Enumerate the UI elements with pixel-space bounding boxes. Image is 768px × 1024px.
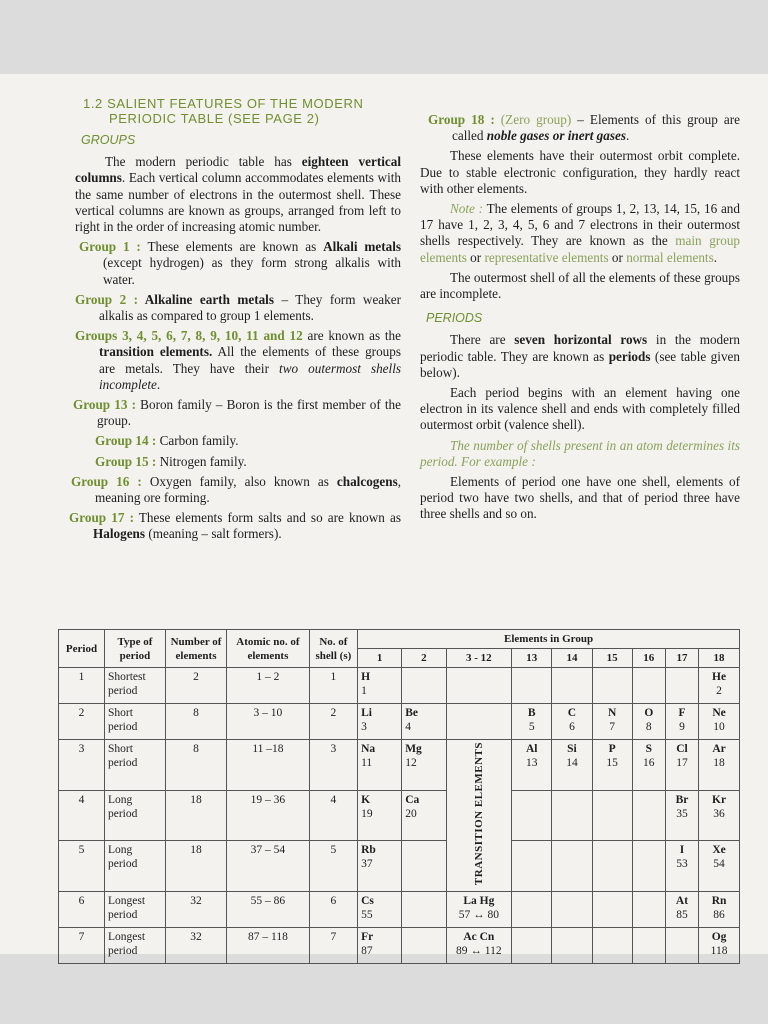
cell-group-14 xyxy=(552,740,592,791)
atomic-number: 85 xyxy=(676,909,688,922)
cell-shells: 7 xyxy=(309,928,357,964)
cell-group-13 xyxy=(512,928,552,964)
shells-paragraph: Elements of period one have one shell, elements of period two have two shells, and that of period three have three shells and so on. xyxy=(420,474,740,522)
cell-group-16 xyxy=(632,740,665,791)
atomic-number: 86 xyxy=(713,909,725,922)
cell-group-16 xyxy=(632,790,665,841)
th-number: Number of elements xyxy=(165,630,226,668)
group2-label: Group 2 : xyxy=(75,291,139,307)
th-type: Type of period xyxy=(104,630,165,668)
cell-number: 18 xyxy=(165,841,226,892)
group13-label: Group 13 : xyxy=(73,397,137,413)
cell-group-15 xyxy=(592,704,632,740)
element-symbol: K xyxy=(361,793,371,806)
text-run: or xyxy=(608,249,627,265)
cell-group-18 xyxy=(699,892,740,928)
cell-shells: 5 xyxy=(309,841,357,892)
incomplete-paragraph: The outermost shell of all the elements of these groups are incomplete. xyxy=(420,269,740,302)
cell-atomic: 55 – 86 xyxy=(227,892,310,928)
cell-group-13 xyxy=(512,841,552,892)
cell-number: 32 xyxy=(165,892,226,928)
cell-group-18 xyxy=(699,790,740,841)
atomic-number: 55 xyxy=(361,909,373,922)
atomic-number: 19 xyxy=(361,807,373,820)
group16-label: Group 16 : xyxy=(71,473,142,489)
group14-paragraph xyxy=(75,433,401,449)
atomic-number: 14 xyxy=(566,757,578,769)
cell-group-17 xyxy=(665,892,698,928)
cell-group-312 xyxy=(446,668,512,704)
text-run: transition elements. xyxy=(99,344,213,360)
periods-table xyxy=(58,629,740,964)
text-run: noble gases or inert gases xyxy=(486,128,626,144)
text-run: These elements are known as xyxy=(140,239,324,255)
cell-group-15 xyxy=(592,790,632,841)
text-run: (meaning – salt formers). xyxy=(145,526,282,542)
atomic-number: 12 xyxy=(405,757,417,769)
text-run: in the modern periodic table. They are known as xyxy=(420,332,740,364)
element-symbol: Be xyxy=(405,707,418,719)
cell-group-312 xyxy=(446,892,512,928)
element-symbol: N xyxy=(607,707,617,719)
group15-label: Group 15 : xyxy=(95,453,157,469)
shells-example-paragraph: The number of shells present in an atom determines its period. For example : xyxy=(420,437,740,469)
cell-group-13 xyxy=(512,704,552,740)
atomic-number: 57 ↔ 80 xyxy=(458,909,499,922)
th-elements-in-group: Elements in Group xyxy=(358,630,740,649)
cell-group-18 xyxy=(699,704,740,740)
noble-gases-paragraph: These elements have their outermost orbit complete. Due to stable electronic configuration, they hardly react with other elements. xyxy=(420,148,740,196)
cell-type: Long period xyxy=(104,790,165,841)
text-run: periods xyxy=(608,348,651,364)
cell-shells: 1 xyxy=(309,668,357,704)
text-run: Boron family – Boron is the first member of the group. xyxy=(97,397,401,429)
cell-number: 8 xyxy=(165,740,226,791)
element-symbol: Rn xyxy=(711,895,727,908)
element-symbol: O xyxy=(644,707,654,719)
cell-group-17 xyxy=(665,740,698,791)
atomic-number: 87 xyxy=(361,945,373,958)
cell-shells: 4 xyxy=(309,790,357,841)
atomic-number: 6 xyxy=(569,721,575,733)
group18-paragraph xyxy=(420,112,740,144)
text-run: Nitrogen family. xyxy=(156,453,247,469)
element-symbol: At xyxy=(675,895,689,908)
cell-period: 2 xyxy=(59,704,105,740)
valence-paragraph: Each period begins with an element having one electron in its valence shell and ends with completely filled outermost orbit (valence shell). xyxy=(420,385,740,433)
cell-group-13 xyxy=(512,668,552,704)
cell-period: 3 xyxy=(59,740,105,791)
cell-group-17 xyxy=(665,790,698,841)
text-run: The elements of groups 1, 2, 13, 14, 15, 16 and 17 have 1, 2, 3, 4, 5, 6 and 7 electrons in their outermost shells respectively. They are known as the xyxy=(420,201,740,249)
cell-group-2 xyxy=(402,790,446,841)
cell-group-13 xyxy=(512,740,552,791)
atomic-number: 3 xyxy=(361,721,367,733)
cell-group-13 xyxy=(512,892,552,928)
cell-number: 32 xyxy=(165,928,226,964)
cell-group-14 xyxy=(552,704,592,740)
text-run: representative elements xyxy=(484,249,609,265)
atomic-number: 5 xyxy=(528,721,535,733)
text-run: seven horizontal rows xyxy=(514,332,648,348)
element-symbol: Fr xyxy=(361,931,374,944)
cell-shells: 2 xyxy=(309,704,357,740)
element-symbol: B xyxy=(527,707,536,719)
element-symbol: Cl xyxy=(676,743,688,755)
group1-label: Group 1 : xyxy=(79,239,141,255)
group1-paragraph xyxy=(75,239,401,288)
cell-group-2 xyxy=(402,892,446,928)
element-symbol: Kr xyxy=(712,793,727,806)
atomic-number: 7 xyxy=(609,721,616,733)
element-symbol: C xyxy=(567,707,577,719)
section-title-line2: PERIODIC TABLE (SEE PAGE 2) xyxy=(109,111,320,126)
text-run: , meaning ore forming. xyxy=(95,473,401,506)
th-group-3-12: 3 - 12 xyxy=(446,649,512,668)
table-row xyxy=(59,841,740,892)
text-run: Alkali metals xyxy=(323,239,401,255)
cell-type: Shortest period xyxy=(104,668,165,704)
atomic-number: 15 xyxy=(606,757,618,769)
cell-group-14 xyxy=(552,928,592,964)
cell-group-2 xyxy=(402,668,446,704)
text-run: (see table given below). xyxy=(420,348,740,380)
cell-group-312 xyxy=(446,704,512,740)
groups-heading: GROUPS xyxy=(81,133,136,147)
cell-shells: 6 xyxy=(309,892,357,928)
text-run: Carbon family. xyxy=(156,433,239,449)
cell-group-17 xyxy=(665,928,698,964)
section-title xyxy=(83,96,401,126)
th-group-14: 14 xyxy=(552,649,592,668)
element-symbol: Ca xyxy=(405,793,420,806)
element-symbol: Og xyxy=(711,931,727,944)
cell-group-1 xyxy=(358,841,402,892)
element-symbol: Rb xyxy=(361,844,376,857)
th-group-17: 17 xyxy=(665,649,698,668)
group14-label: Group 14 : xyxy=(95,433,157,449)
cell-group-13 xyxy=(512,790,552,841)
atomic-number: 8 xyxy=(645,721,652,733)
cell-type: Longest period xyxy=(104,892,165,928)
atomic-number: 4 xyxy=(405,721,411,733)
table-row xyxy=(59,668,740,704)
group2-paragraph xyxy=(75,292,401,324)
cell-period: 5 xyxy=(59,841,105,892)
element-symbol: Cs xyxy=(361,895,374,908)
groups3-12-label: Groups 3, 4, 5, 6, 7, 8, 9, 10, 11 and 12 xyxy=(75,328,303,344)
cell-group-15 xyxy=(592,740,632,791)
zero-group-note: (Zero group) xyxy=(494,112,572,127)
element-symbol: Na xyxy=(361,743,376,755)
cell-group-17 xyxy=(665,841,698,892)
cell-period: 7 xyxy=(59,928,105,964)
cell-group-1 xyxy=(358,790,402,841)
atomic-number: 37 xyxy=(361,858,373,871)
table-row xyxy=(59,790,740,841)
text-run: Alkaline earth metals xyxy=(138,291,274,307)
atomic-number: 36 xyxy=(713,807,725,820)
cell-shells: 3 xyxy=(309,740,357,791)
th-group-18: 18 xyxy=(699,649,740,668)
element-symbol: S xyxy=(645,743,652,755)
cell-group-18 xyxy=(699,668,740,704)
text-run: All the elements of these groups are metals. They have their xyxy=(99,344,401,376)
section-title-line1: 1.2 SALIENT FEATURES OF THE MODERN xyxy=(83,96,364,111)
cell-group-16 xyxy=(632,928,665,964)
cell-number: 2 xyxy=(165,668,226,704)
cell-group-1 xyxy=(358,704,402,740)
text-run: Halogens xyxy=(93,526,146,542)
element-symbol: F xyxy=(678,707,686,719)
text-run: There are xyxy=(450,332,515,348)
cell-group-15 xyxy=(592,668,632,704)
atomic-number: 13 xyxy=(525,757,538,769)
th-group-2: 2 xyxy=(402,649,446,668)
text-run: two outermost shells incomplete xyxy=(99,360,401,392)
cell-group-1 xyxy=(358,892,402,928)
atomic-number: 11 xyxy=(361,757,373,769)
element-symbol: P xyxy=(608,743,616,755)
atomic-number: 17 xyxy=(676,757,688,769)
text-run: main group elements xyxy=(420,233,741,265)
text-run: . xyxy=(713,249,718,265)
cell-period: 4 xyxy=(59,790,105,841)
text-run: chalcogens xyxy=(336,473,398,489)
cell-group-312 xyxy=(446,928,512,964)
element-symbol: Br xyxy=(675,793,689,806)
group15-paragraph xyxy=(75,454,401,470)
atomic-number: 89 ↔ 112 xyxy=(456,945,502,958)
cell-group-16 xyxy=(632,704,665,740)
left-column xyxy=(69,96,402,547)
cell-group-18 xyxy=(699,740,740,791)
textbook-page xyxy=(0,74,768,958)
cell-group-14 xyxy=(552,841,592,892)
cell-period: 1 xyxy=(59,668,105,704)
text-run: or xyxy=(466,249,485,265)
cell-group-15 xyxy=(592,928,632,964)
atomic-number: 2 xyxy=(716,685,722,697)
th-group-13: 13 xyxy=(512,649,552,668)
atomic-number: 1 xyxy=(361,685,367,697)
atomic-number: 35 xyxy=(676,807,688,820)
cell-group-1 xyxy=(358,740,402,791)
cell-atomic: 37 – 54 xyxy=(227,841,310,892)
atomic-number: 53 xyxy=(676,858,688,871)
element-symbol: I xyxy=(679,844,685,857)
cell-type: Short period xyxy=(104,740,165,791)
th-shells: No. of shell (s) xyxy=(309,630,357,668)
th-atomic: Atomic no. of elements xyxy=(227,630,310,668)
atomic-number: 118 xyxy=(710,945,728,958)
intro-paragraph xyxy=(75,154,401,235)
table-row xyxy=(59,704,740,740)
text-run: These elements form salts and so are known as xyxy=(133,510,402,526)
cell-group-16 xyxy=(632,841,665,892)
element-symbol: Mg xyxy=(405,743,422,755)
text-run: (except hydrogen) as they form strong alkalis with water. xyxy=(103,255,401,287)
atomic-number: 16 xyxy=(643,757,655,769)
cell-number: 8 xyxy=(165,704,226,740)
cell-transition-elements xyxy=(446,740,512,892)
text-run: – Elements of this group are called xyxy=(452,112,740,144)
element-symbol: La Hg xyxy=(463,895,495,908)
cell-group-2 xyxy=(402,704,446,740)
periods-heading: PERIODS xyxy=(426,311,483,326)
element-symbol: Ac Cn xyxy=(463,931,495,944)
text-run: eighteen vertical columns xyxy=(75,154,401,186)
cell-group-1 xyxy=(358,928,402,964)
group18-label: Group 18 : xyxy=(428,112,495,127)
text-run: – They form weaker alkalis as compared to group 1 elements. xyxy=(99,291,401,324)
element-symbol: Al xyxy=(525,743,538,755)
cell-atomic: 87 – 118 xyxy=(227,928,310,964)
cell-number: 18 xyxy=(165,790,226,841)
note-label: Note : xyxy=(450,201,484,217)
text-run: . xyxy=(156,376,161,392)
cell-atomic: 1 – 2 xyxy=(227,668,310,704)
th-group-1: 1 xyxy=(358,649,402,668)
table-row xyxy=(59,928,740,964)
text-run: normal elements xyxy=(626,249,714,265)
th-group-16: 16 xyxy=(632,649,665,668)
table-row xyxy=(59,740,740,791)
th-group-15: 15 xyxy=(592,649,632,668)
table-row xyxy=(59,892,740,928)
text-run: are known as the xyxy=(302,328,401,344)
text-run: Oxygen family, also known as xyxy=(141,473,337,489)
atomic-number: 54 xyxy=(713,858,725,871)
cell-group-2 xyxy=(402,841,446,892)
cell-group-14 xyxy=(552,790,592,841)
cell-group-17 xyxy=(665,704,698,740)
th-period: Period xyxy=(59,630,105,668)
element-symbol: Xe xyxy=(712,844,726,857)
element-symbol: Si xyxy=(567,743,577,755)
cell-type: Short period xyxy=(104,704,165,740)
atomic-number: 9 xyxy=(679,721,685,733)
note-paragraph xyxy=(420,201,740,266)
groups3-12-paragraph xyxy=(75,328,401,393)
cell-group-17 xyxy=(665,668,698,704)
cell-group-2 xyxy=(402,928,446,964)
cell-group-15 xyxy=(592,841,632,892)
element-symbol: H xyxy=(361,671,371,683)
table-body xyxy=(59,668,740,964)
atomic-number: 10 xyxy=(713,721,725,733)
group16-paragraph xyxy=(71,473,401,506)
group13-paragraph xyxy=(75,397,401,429)
transition-elements-label: TRANSITION ELEMENTS xyxy=(472,742,485,886)
cell-group-14 xyxy=(552,668,592,704)
right-column xyxy=(420,112,740,527)
group17-label: Group 17 : xyxy=(69,510,134,526)
cell-group-18 xyxy=(699,841,740,892)
cell-group-1 xyxy=(358,668,402,704)
cell-type: Long period xyxy=(104,841,165,892)
text-run: . xyxy=(626,128,630,144)
cell-group-18 xyxy=(699,928,740,964)
cell-period: 6 xyxy=(59,892,105,928)
text-run: . Each vertical column accommodates elements with the same number of electrons in the outermost shell. These vertical columns are known as groups, arranged from left to right in the order of increasing atomic number. xyxy=(75,170,401,235)
element-symbol: Ne xyxy=(712,707,726,719)
element-symbol: He xyxy=(712,671,727,683)
cell-atomic: 19 – 36 xyxy=(227,790,310,841)
atomic-number: 18 xyxy=(713,757,725,769)
group17-paragraph xyxy=(69,510,402,542)
text-run: The modern periodic table has xyxy=(105,154,302,170)
cell-group-15 xyxy=(592,892,632,928)
cell-atomic: 3 – 10 xyxy=(227,704,310,740)
periods-paragraph xyxy=(420,332,740,381)
cell-group-14 xyxy=(552,892,592,928)
cell-atomic: 11 –18 xyxy=(227,740,310,791)
element-symbol: Ar xyxy=(712,743,726,755)
cell-group-16 xyxy=(632,892,665,928)
cell-type: Longest period xyxy=(104,928,165,964)
cell-group-2 xyxy=(402,740,446,791)
table-header-row xyxy=(59,630,740,649)
element-symbol: Li xyxy=(361,707,372,719)
atomic-number: 20 xyxy=(405,807,417,820)
cell-group-16 xyxy=(632,668,665,704)
